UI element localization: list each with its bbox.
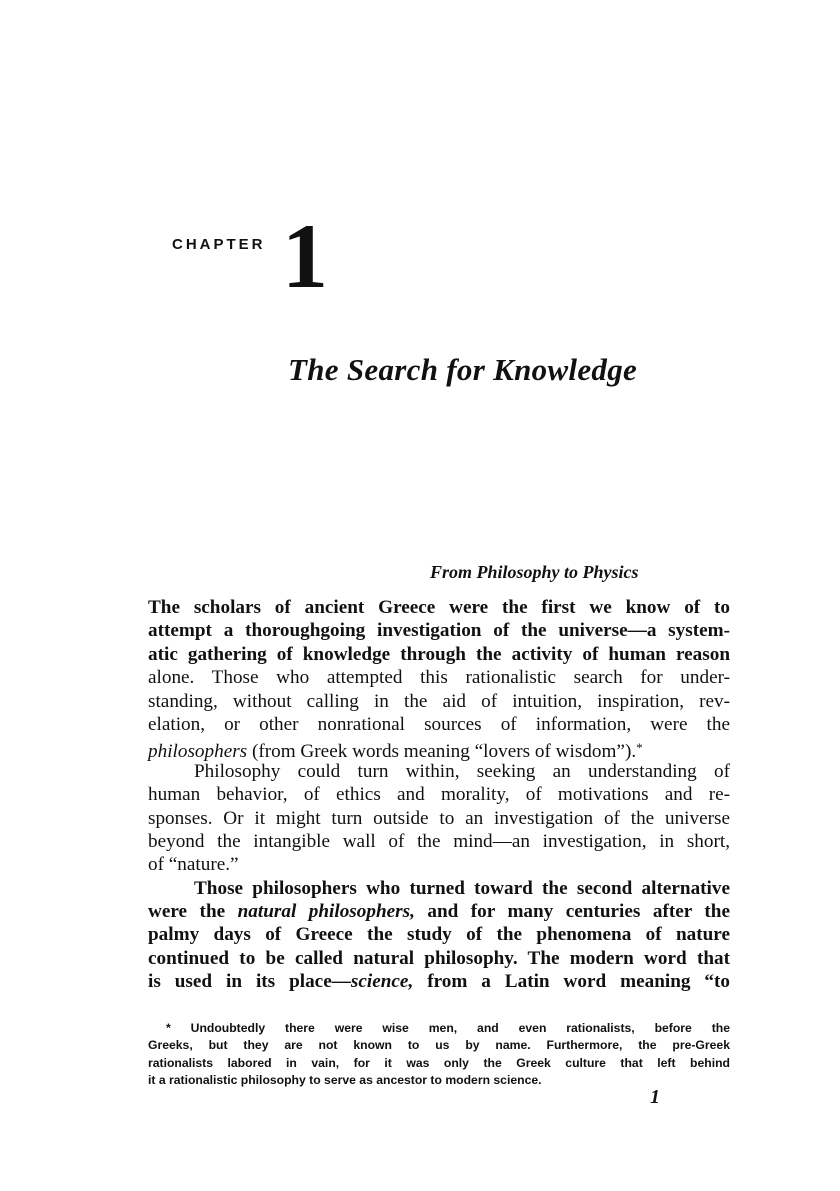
chapter-label: CHAPTER [172, 236, 266, 253]
text-fragment: is used in its place— [148, 971, 351, 993]
text-fragment: were the [148, 901, 238, 923]
text-line: beyond the intangible wall of the mind—an investigation, in short, [148, 830, 730, 852]
footnote-line: rationalists labored in vain, for it was only the Greek culture that left behind [148, 1055, 730, 1070]
text-line: continued to be called natural philosophy. The modern word that [148, 947, 730, 969]
emphasis-term: science, [350, 971, 414, 993]
text-fragment: (from Greek words meaning “lovers of wisdom”). [247, 741, 637, 763]
text-fragment: Undoubtedly there were wise men, and even rationalists, before the [190, 1021, 731, 1035]
text-line: alone. Those who attempted this rationalistic search for under- [148, 667, 730, 689]
text-fragment: from a Latin word meaning “to [413, 971, 730, 993]
page-number: 1 [650, 1086, 660, 1108]
text-line: Those philosophers who turned toward the second alternative [194, 877, 730, 899]
text-fragment: and for many centuries after the [414, 901, 730, 923]
footnote-line [148, 1020, 730, 1037]
text-line: sponses. Or it might turn outside to an investigation of the universe [148, 807, 730, 829]
footnote-marker: * [166, 1021, 171, 1035]
text-line: of “nature.” [148, 854, 239, 876]
text-line [148, 970, 730, 993]
emphasis-term: natural philosophers, [237, 901, 415, 923]
section-heading: From Philosophy to Physics [430, 562, 639, 582]
footnote-marker: * [636, 740, 643, 756]
body-text [148, 596, 730, 994]
text-line: atic gathering of knowledge through the activity of human reason [148, 643, 730, 665]
text-line: attempt a thoroughgoing investigation of the universe—a system- [148, 620, 730, 642]
text-line: standing, without calling in the aid of intuition, inspiration, rev- [148, 690, 730, 712]
chapter-title: The Search for Knowledge [288, 352, 638, 387]
text-line: elation, or other nonrational sources of information, were the [148, 713, 730, 735]
text-line [148, 900, 730, 923]
text-line: palmy days of Greece the study of the phenomena of nature [148, 924, 730, 946]
text-line: human behavior, of ethics and morality, of motivations and re- [148, 784, 730, 806]
text-line [148, 736, 730, 763]
footnote [148, 1020, 730, 1090]
chapter-number: 1 [282, 205, 328, 307]
footnote-line: Greeks, but they are not known to us by name. Furthermore, the pre-Greek [148, 1038, 730, 1053]
text-line: The scholars of ancient Greece were the first we know of to [148, 597, 730, 618]
footnote-line: it a rationalistic philosophy to serve as ancestor to modern science. [148, 1073, 542, 1088]
emphasis-term: philosophers [148, 741, 248, 763]
text-line: Philosophy could turn within, seeking an understanding of [194, 760, 730, 782]
